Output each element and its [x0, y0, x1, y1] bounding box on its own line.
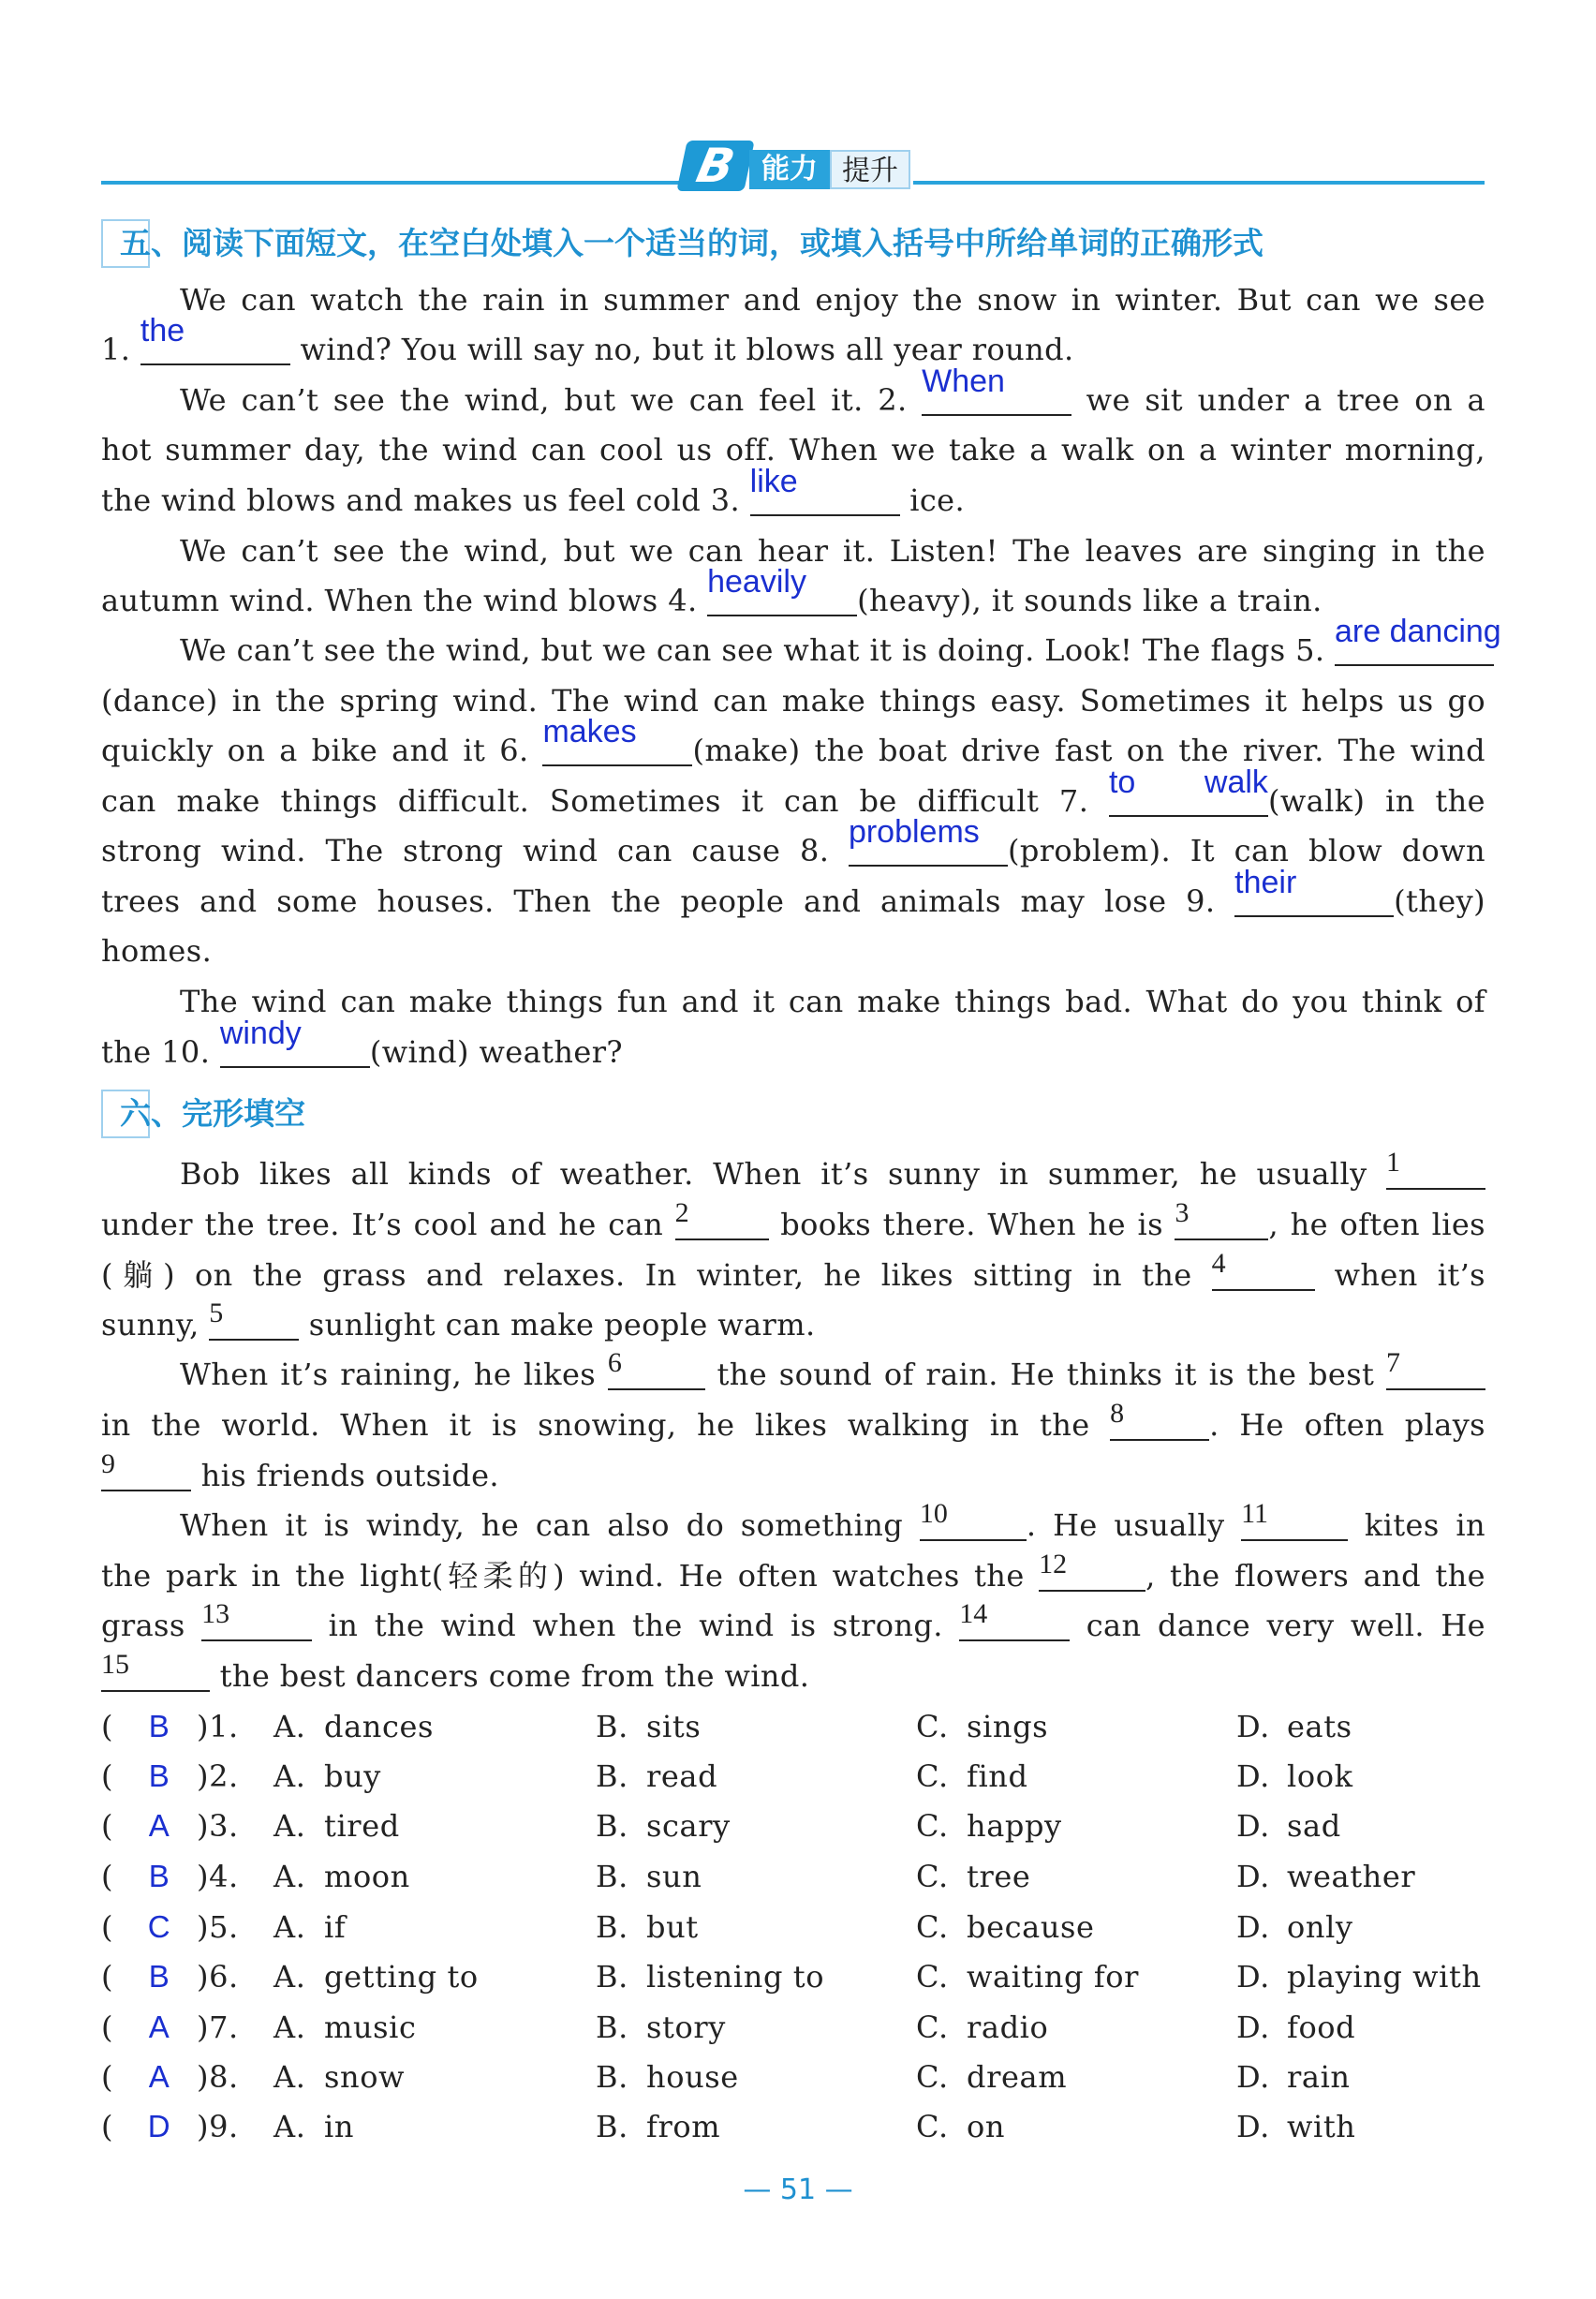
option-text: tired [324, 1808, 400, 1844]
option-d[interactable] [1236, 2052, 1351, 2102]
option-letter: D. [1236, 1709, 1270, 1744]
option-text: from [646, 2109, 721, 2144]
question-number-text: 6. [209, 1959, 239, 1995]
cloze-number: 1 [1386, 1147, 1400, 1178]
option-letter: B. [596, 1859, 628, 1894]
option-b[interactable] [596, 1951, 824, 2002]
option-d[interactable] [1236, 1751, 1353, 1802]
option-b[interactable] [596, 1851, 702, 1902]
cloze-number: 10 [919, 1498, 948, 1529]
cloze-line: When it is windy, he can also do something 10 . He usually 11 kites in [180, 1500, 1485, 1550]
option-row [0, 1951, 1596, 2002]
option-letter: D. [1236, 1959, 1270, 1995]
cloze-line: in the world. When it is snowing, he likes walking in the 8 . He often plays [101, 1400, 1485, 1450]
option-row [0, 2002, 1596, 2053]
cloze-number: 6 [607, 1347, 622, 1378]
chosen-answer[interactable]: B [148, 1859, 170, 1893]
option-text: waiting for [967, 1959, 1140, 1995]
option-text: read [646, 1758, 718, 1794]
passage-line: the 10. windy (wind) weather? [101, 1027, 1485, 1077]
option-d[interactable] [1236, 2002, 1355, 2053]
cloze-blank[interactable] [101, 1448, 191, 1491]
option-text: look [1287, 1758, 1353, 1794]
passage-line: homes. [101, 933, 213, 969]
chosen-answer[interactable]: A [148, 1808, 170, 1843]
option-letter: B. [596, 1709, 628, 1744]
cloze-blank[interactable] [919, 1498, 1027, 1541]
option-c[interactable] [916, 1801, 1062, 1851]
cloze-blank[interactable] [201, 1598, 312, 1641]
paren: ( [101, 1758, 114, 1794]
option-letter: D. [1236, 1758, 1270, 1794]
passage-line: can make things difficult. Sometimes it can be difficult 7. to walk (walk) in the [101, 776, 1485, 826]
option-letter: B. [596, 1758, 628, 1794]
option-text: radio [967, 2010, 1049, 2045]
answer-text: When [922, 363, 1005, 399]
option-a[interactable] [273, 1751, 381, 1802]
option-c[interactable] [916, 1851, 1030, 1902]
passage-line: trees and some houses. Then the people and animals may lose 9. their (they) [101, 876, 1485, 927]
option-letter: B. [596, 1909, 628, 1945]
passage-line: hot summer day, the wind can cool us off. When we take a walk on a winter morning, [101, 432, 1485, 467]
option-text: music [324, 2010, 417, 2045]
option-d[interactable] [1236, 1902, 1353, 1952]
option-text: in [324, 2109, 355, 2144]
option-letter: A. [273, 2059, 306, 2095]
cloze-number: 7 [1386, 1347, 1400, 1378]
answer-blank[interactable] [1335, 614, 1501, 666]
cloze-number: 12 [1039, 1549, 1068, 1580]
option-a[interactable] [273, 1801, 400, 1851]
option-text: weather [1287, 1859, 1416, 1894]
option-letter: A. [273, 1808, 306, 1844]
option-letter: C. [916, 1709, 949, 1744]
option-text: dances [324, 1709, 435, 1744]
section-5-title: 五、阅读下面短文，在空白处填入一个适当的词，或填入括号中所给单词的正确形式 [120, 225, 1264, 261]
question-number: )5. [197, 1909, 239, 1945]
option-text: buy [324, 1758, 381, 1794]
answer-blank[interactable] [219, 1016, 370, 1068]
option-a[interactable] [273, 2002, 417, 2053]
option-letter: D. [1236, 1859, 1270, 1894]
option-text: with [1287, 2109, 1356, 2144]
cloze-number: 5 [209, 1298, 224, 1328]
question-number-text: 3. [209, 1808, 239, 1844]
answer-text: makes [542, 714, 637, 749]
option-letter: D. [1236, 1909, 1270, 1945]
option-text: listening to [646, 1959, 825, 1995]
passage-line: The wind can make things fun and it can make things bad. What do you think of [180, 984, 1485, 1019]
option-b[interactable] [596, 2002, 726, 2053]
cloze-blank[interactable] [1386, 1147, 1485, 1190]
option-letter: A. [273, 1709, 306, 1744]
option-row [0, 1751, 1596, 1802]
answer-text: are dancing [1335, 614, 1501, 649]
answer-blank[interactable] [1108, 764, 1268, 817]
answer-text: windy [219, 1016, 302, 1051]
option-text: dream [967, 2059, 1068, 2095]
badge-title-1: 能力 [749, 150, 830, 189]
option-text: food [1287, 2010, 1356, 2045]
cloze-blank[interactable] [607, 1347, 705, 1390]
badge-title-2: 提升 [830, 150, 910, 189]
cloze-blank[interactable] [101, 1649, 210, 1692]
option-text: story [646, 2010, 726, 2045]
option-a[interactable] [273, 2101, 354, 2152]
paren: ( [101, 2059, 114, 2095]
passage-line: We can’t see the wind, but we can hear it. Listen! The leaves are singing in the [180, 533, 1485, 569]
answer-blank[interactable] [922, 363, 1071, 416]
option-row [0, 1902, 1596, 1952]
passage-line: We can’t see the wind, but we can feel it. 2. When we sit under a tree on a [180, 375, 1485, 425]
option-a[interactable] [273, 1851, 410, 1902]
section-badge [674, 141, 918, 193]
option-a[interactable] [273, 1902, 346, 1952]
question-number: )8. [197, 2059, 239, 2095]
option-c[interactable] [916, 2101, 1005, 2152]
option-row [0, 2052, 1596, 2102]
cloze-line: under the tree. It’s cool and he can 2 books there. When he is 3 , he often lies [101, 1199, 1485, 1250]
passage-line: We can watch the rain in summer and enjoy the snow in winter. But can we see [180, 282, 1485, 318]
option-text: eats [1287, 1709, 1352, 1744]
option-b[interactable] [596, 1902, 699, 1952]
option-text: playing with [1287, 1959, 1482, 1995]
option-letter: A. [273, 1909, 306, 1945]
chosen-answer[interactable]: A [148, 2059, 170, 2094]
question-number: )2. [197, 1758, 239, 1794]
page-number: — 51 — [743, 2173, 853, 2206]
option-b[interactable] [596, 1751, 717, 1802]
cloze-number: 14 [959, 1598, 988, 1629]
section-6-title: 六、完形填空 [120, 1095, 305, 1132]
answer-text: problems [848, 814, 980, 850]
paren: ( [101, 1909, 114, 1945]
option-letter: C. [916, 1959, 949, 1995]
option-text: if [324, 1909, 347, 1945]
option-c[interactable] [916, 1951, 1139, 2002]
option-c[interactable] [916, 1751, 1028, 1802]
option-d[interactable] [1236, 1851, 1415, 1902]
cloze-line: Bob likes all kinds of weather. When it’s sunny in summer, he usually 1 [180, 1149, 1485, 1199]
option-c[interactable] [916, 1701, 1048, 1752]
option-text: sun [646, 1859, 702, 1894]
option-c[interactable] [916, 2052, 1067, 2102]
answer-text: heavily [707, 564, 806, 600]
option-text: only [1287, 1909, 1353, 1945]
option-letter: C. [916, 2059, 949, 2095]
cloze-number: 2 [674, 1197, 689, 1228]
option-b[interactable] [596, 1801, 731, 1851]
paren: ( [101, 2010, 114, 2045]
cloze-blank[interactable] [674, 1197, 769, 1240]
passage-line: 1. the wind? You will say no, but it blows all year round. [101, 324, 1485, 375]
question-number: )1. [197, 1709, 239, 1744]
option-text: find [967, 1758, 1028, 1794]
option-a[interactable] [273, 1951, 479, 2002]
option-text: house [646, 2059, 739, 2095]
option-letter: C. [916, 2109, 949, 2144]
answer-text: to walk [1108, 764, 1268, 800]
option-text: but [646, 1909, 699, 1945]
paren: ( [101, 1859, 114, 1894]
answer-blank[interactable] [848, 814, 1008, 867]
question-number: )3. [197, 1808, 239, 1844]
answer-blank[interactable] [542, 714, 692, 766]
option-letter: C. [916, 1808, 949, 1844]
badge-letter: B [676, 141, 754, 191]
cloze-number: 8 [1110, 1398, 1125, 1429]
passage-line: strong wind. The strong wind can cause 8. problems (problem). It can blow down [101, 825, 1485, 876]
option-d[interactable] [1236, 1801, 1341, 1851]
option-letter: B. [596, 1959, 628, 1995]
option-d[interactable] [1236, 1701, 1352, 1752]
chosen-answer[interactable]: A [148, 2010, 170, 2044]
answer-blank[interactable] [707, 564, 857, 616]
passage-line: We can’t see the wind, but we can see what it is doing. Look! The flags 5. are dancing [180, 625, 1485, 675]
cloze-line: (躺) on the grass and relaxes. In winter, he likes sitting in the 4 when it’s [101, 1250, 1485, 1300]
question-number: )6. [197, 1959, 239, 1995]
option-letter: D. [1236, 2010, 1270, 2045]
header-rule-right [913, 181, 1485, 185]
option-letter: B. [596, 2010, 628, 2045]
paren: ( [101, 1808, 114, 1844]
cloze-blank[interactable] [1211, 1248, 1315, 1291]
cloze-number: 4 [1211, 1248, 1226, 1279]
option-text: moon [324, 1859, 410, 1894]
cloze-blank[interactable] [959, 1598, 1070, 1641]
option-c[interactable] [916, 1902, 1095, 1952]
option-b[interactable] [596, 2052, 739, 2102]
option-text: because [967, 1909, 1095, 1945]
cloze-line: sunny, 5 sunlight can make people warm. [101, 1299, 1485, 1350]
chosen-answer[interactable]: C [147, 1909, 171, 1944]
option-d[interactable] [1236, 1951, 1482, 2002]
cloze-number: 9 [101, 1448, 115, 1479]
chosen-answer[interactable]: B [148, 1709, 170, 1743]
option-letter: B. [596, 2059, 628, 2095]
cloze-blank[interactable] [209, 1298, 299, 1341]
option-row [0, 2101, 1596, 2152]
passage-line: the wind blows and makes us feel cold 3. like ice. [101, 475, 1485, 526]
option-letter: A. [273, 1859, 306, 1894]
option-text: tree [967, 1859, 1031, 1894]
option-d[interactable] [1236, 2101, 1356, 2152]
answer-text: like [749, 464, 798, 499]
question-number-text: 4. [209, 1859, 239, 1894]
option-text: scary [646, 1808, 731, 1844]
option-letter: D. [1236, 1808, 1270, 1844]
option-text: sings [967, 1709, 1049, 1744]
cloze-line: 9 his friends outside. [101, 1450, 1485, 1501]
cloze-line: the park in the light(轻柔的) wind. He often watches the 12 , the flowers and the [101, 1550, 1485, 1601]
option-letter: A. [273, 1959, 306, 1995]
question-number-text: 2. [209, 1758, 239, 1794]
cloze-blank[interactable] [1386, 1347, 1485, 1390]
option-letter: B. [596, 2109, 628, 2144]
question-number-text: 5. [209, 1909, 239, 1945]
option-row [0, 1701, 1596, 1752]
cloze-blank[interactable] [1241, 1498, 1348, 1541]
option-text: sits [646, 1709, 702, 1744]
answer-text: their [1234, 865, 1297, 900]
option-text: getting to [324, 1959, 479, 1995]
option-text: on [967, 2109, 1006, 2144]
cloze-line: grass 13 in the wind when the wind is strong. 14 can dance very well. He [101, 1600, 1485, 1651]
option-text: snow [324, 2059, 406, 2095]
option-letter: C. [916, 1859, 949, 1894]
question-number: )9. [197, 2109, 239, 2144]
chosen-answer[interactable]: B [148, 1758, 170, 1793]
paren: ( [101, 1959, 114, 1995]
cloze-blank[interactable] [1110, 1398, 1209, 1441]
option-letter: C. [916, 2010, 949, 2045]
option-letter: B. [596, 1808, 628, 1844]
cloze-number: 3 [1175, 1197, 1190, 1228]
option-row [0, 1801, 1596, 1851]
option-letter: A. [273, 2010, 306, 2045]
answer-blank[interactable] [1234, 865, 1394, 917]
chosen-answer[interactable]: B [148, 1959, 170, 1994]
answer-text: the [140, 313, 185, 349]
option-a[interactable] [273, 2052, 405, 2102]
cloze-blank[interactable] [1039, 1549, 1145, 1592]
cloze-number: 15 [101, 1649, 129, 1680]
option-letter: C. [916, 1909, 949, 1945]
option-a[interactable] [273, 1701, 434, 1752]
question-number-text: 9. [209, 2109, 239, 2144]
option-b[interactable] [596, 2101, 720, 2152]
paren: ( [101, 1709, 114, 1744]
option-letter: D. [1236, 2109, 1270, 2144]
question-number: )4. [197, 1859, 239, 1894]
paren: ( [101, 2109, 114, 2144]
passage-line: autumn wind. When the wind blows 4. heavily (heavy), it sounds like a train. [101, 575, 1485, 626]
cloze-blank[interactable] [1175, 1197, 1268, 1240]
cloze-line: 15 the best dancers come from the wind. [101, 1651, 1485, 1701]
question-number-text: 1. [209, 1709, 239, 1744]
cloze-number: 11 [1241, 1498, 1269, 1529]
answer-blank[interactable] [749, 464, 900, 516]
cloze-line: When it’s raining, he likes 6 the sound of rain. He thinks it is the best 7 [180, 1349, 1485, 1400]
option-letter: A. [273, 2109, 306, 2144]
question-number: )7. [197, 2010, 239, 2045]
option-text: rain [1287, 2059, 1351, 2095]
option-text: sad [1287, 1808, 1341, 1844]
header-rule-left [101, 181, 682, 185]
option-row [0, 1851, 1596, 1902]
option-text: happy [967, 1808, 1062, 1844]
option-b[interactable] [596, 1701, 701, 1752]
option-letter: D. [1236, 2059, 1270, 2095]
option-letter: A. [273, 1758, 306, 1794]
option-c[interactable] [916, 2002, 1048, 2053]
passage-line: quickly on a bike and it 6. makes (make) the boat drive fast on the river. The wind [101, 725, 1485, 776]
answer-blank[interactable] [140, 313, 290, 365]
cloze-number: 13 [201, 1598, 230, 1629]
chosen-answer[interactable]: D [147, 2109, 171, 2143]
option-letter: C. [916, 1758, 949, 1794]
question-number-text: 7. [209, 2010, 239, 2045]
passage-line: (dance) in the spring wind. The wind can make things easy. Sometimes it helps us go [101, 683, 1485, 719]
question-number-text: 8. [209, 2059, 239, 2095]
